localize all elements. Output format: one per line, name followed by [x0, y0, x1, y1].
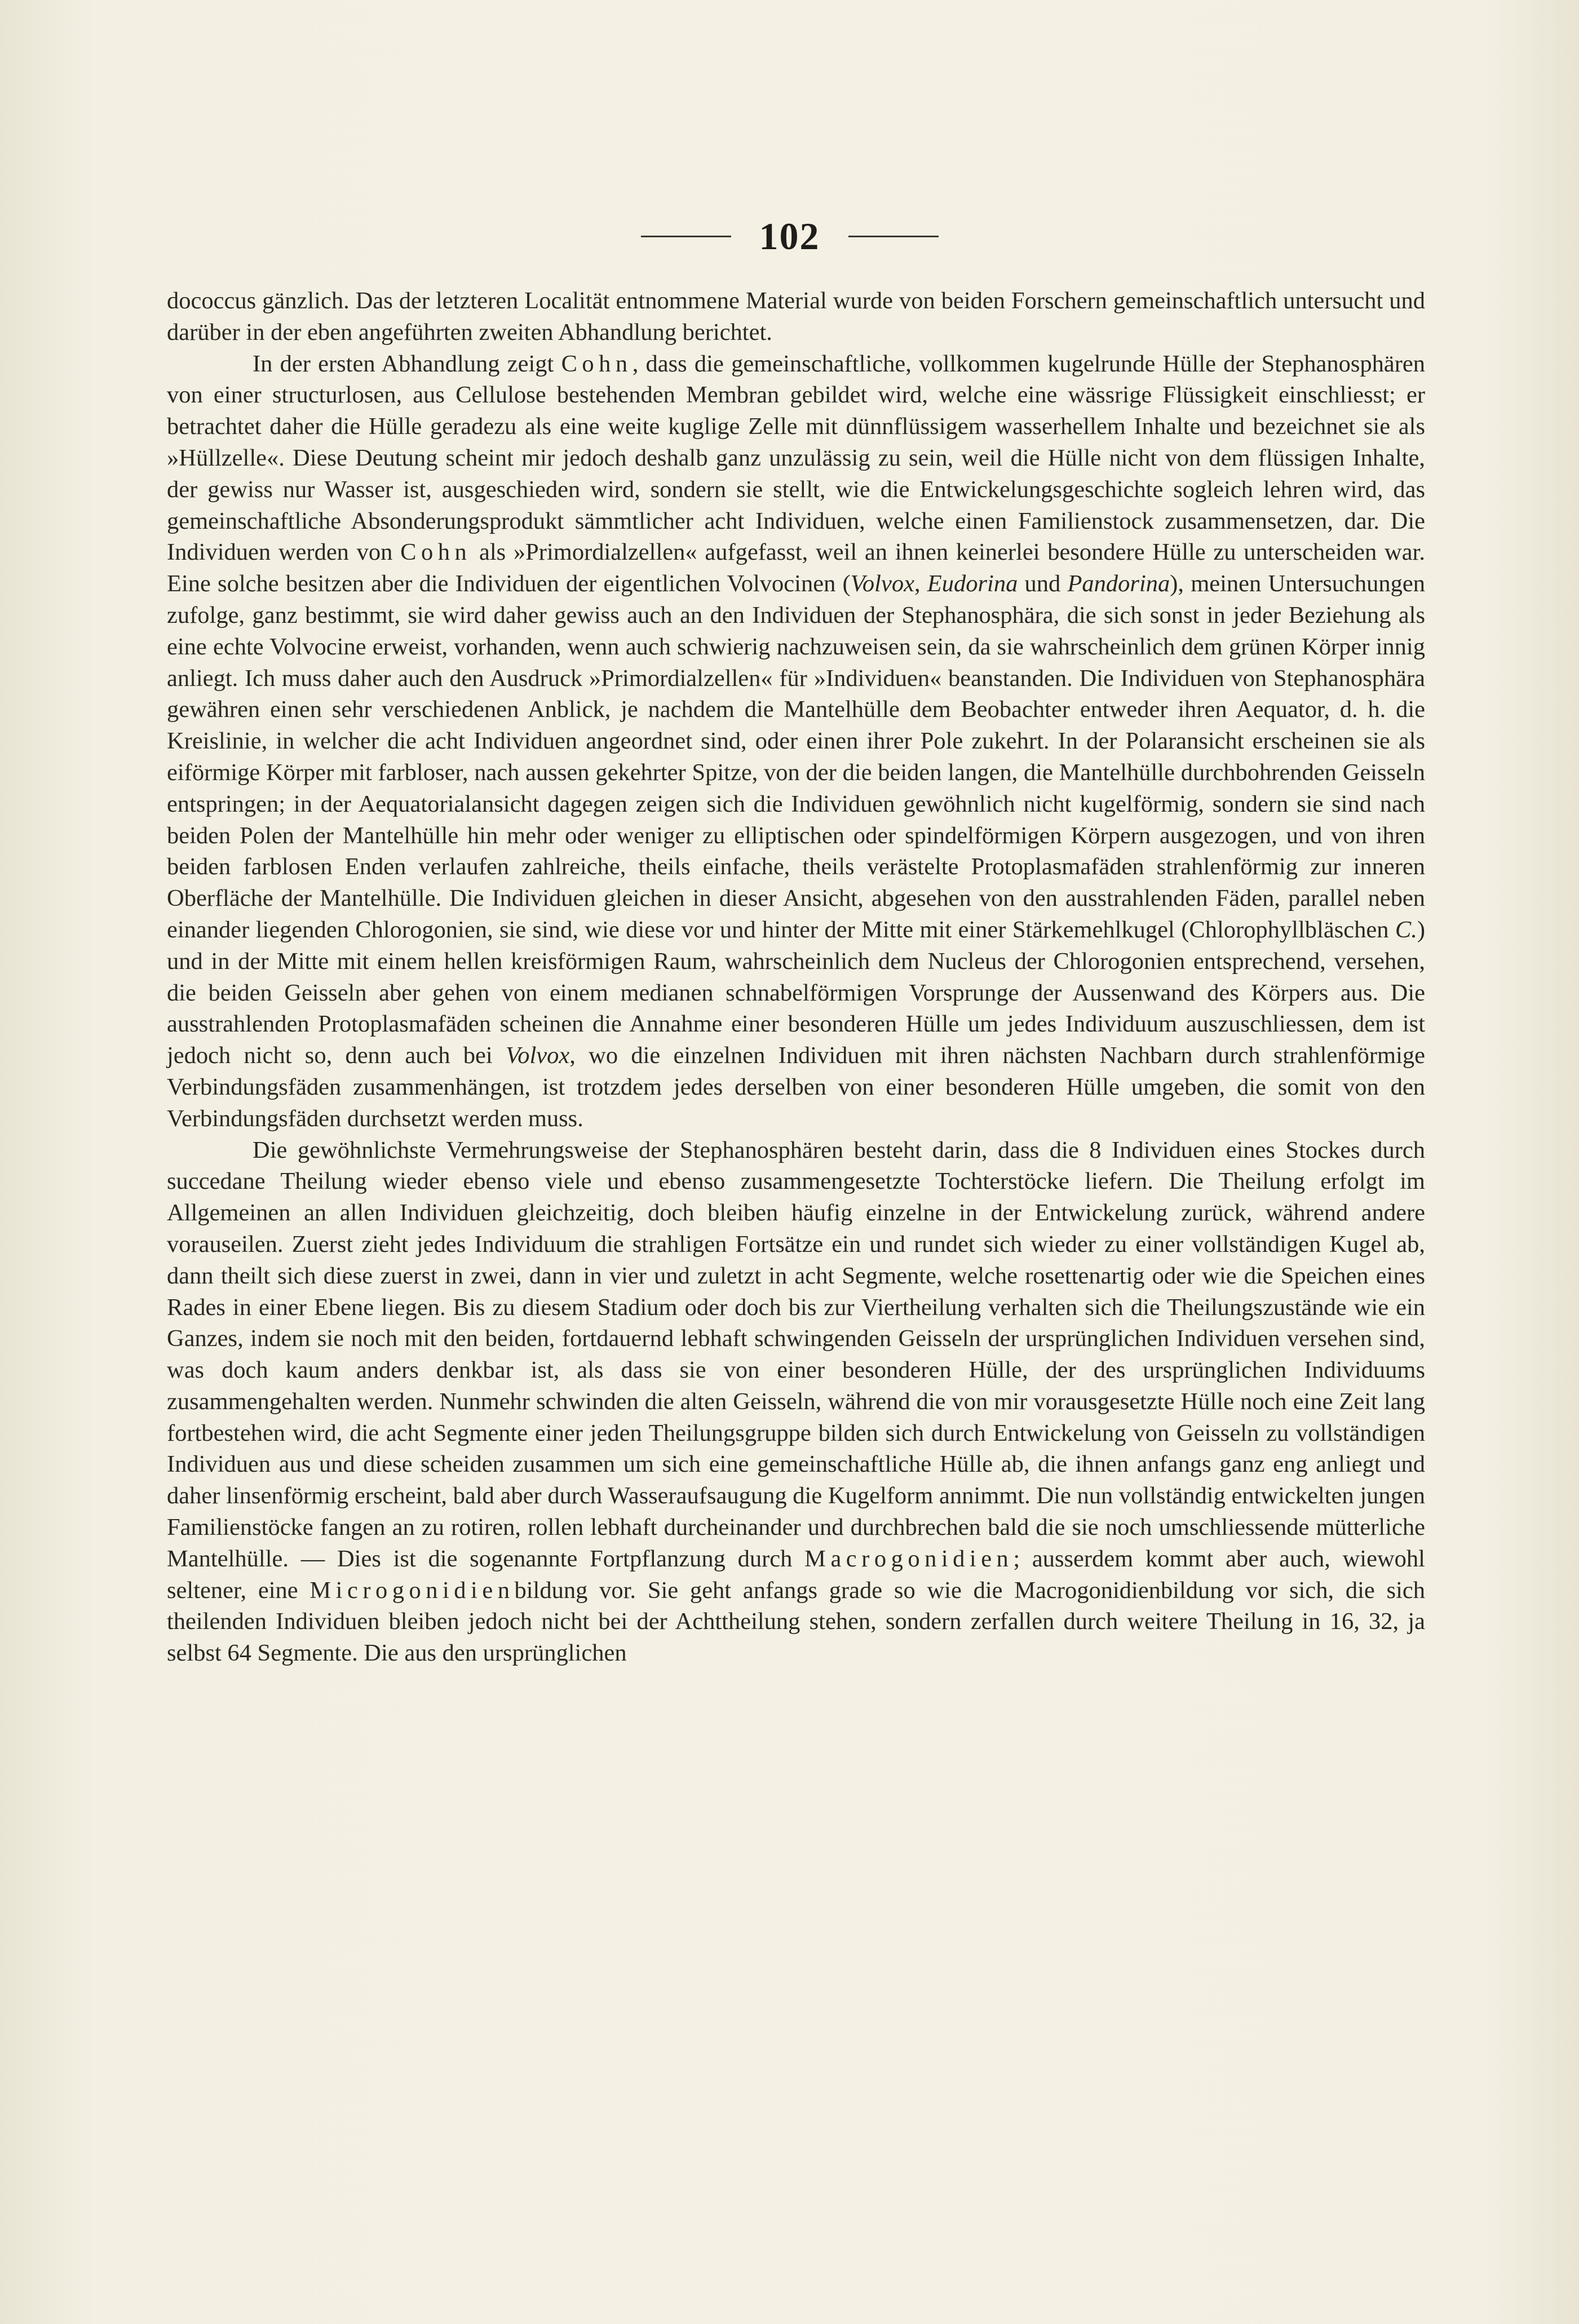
italic-term: Pandorina — [1067, 570, 1170, 597]
spaced-name: Cohn — [400, 539, 472, 566]
text-run: In der ersten Abhandlung zeigt — [253, 350, 561, 377]
text-run: ) und in der Mitte mit einem hellen kreisförmigen Raum, wahrscheinlich dem Nucleus der Chlorogonien entsprechend, versehen, die beiden Geisseln aber gehen von einem medianen schnabelförmigen Vorsprunge der Aussenwand des Körpers aus. Die ausstrahlenden Protoplasmafäden scheinen die Annahme einer besonderen Hülle um jedes Individuum auszuschliessen, dem ist jedoch nicht so, denn auch bei — [167, 916, 1425, 1069]
text-run: bildung vor. Sie geht anfangs grade so wie die Macrogonidienbildung vor sich, die sich theilenden Individuen bleiben jedoch nicht bei der Achttheilung stehen, sondern zerfallen durch weitere Theilung in 16, 32, ja selbst 64 Segmente. Die aus den ursprünglichen — [167, 1577, 1425, 1667]
italic-term: C. — [1395, 916, 1417, 943]
paragraph — [167, 1135, 1425, 1670]
header-rule-right — [848, 236, 939, 237]
italic-term: Eudorina — [927, 570, 1018, 597]
spaced-name: Cohn — [561, 350, 633, 377]
italic-term: Volvox — [505, 1042, 570, 1069]
page-header — [0, 214, 1579, 259]
header-rule-left — [641, 236, 731, 237]
spaced-name: Microgonidien — [309, 1577, 515, 1604]
text-run: , — [914, 570, 927, 597]
text-run: und — [1018, 570, 1068, 597]
paragraph — [167, 348, 1425, 1135]
text-run: ; ausserdem kommt aber auch, wiewohl seltener, eine — [167, 1545, 1425, 1604]
text-run: als »Primordialzellen« aufgefasst, weil an ihnen keinerlei besondere Hülle zu unterscheiden war. Eine solche besitzen aber die Individuen der eigentlichen Volvocinen ( — [167, 539, 1425, 597]
body-text — [167, 285, 1425, 1669]
page-number: 102 — [759, 215, 820, 258]
text-run: ), meinen Untersuchungen zufolge, ganz bestimmt, sie wird daher gewiss auch an den Individuen der Stephanosphära, die sich sonst in jeder Beziehung als eine echte Volvocine erweist, vorhanden, wenn auch schwierig nachzuweisen sein, da sie wahrscheinlich dem grünen Körper innig anliegt. Ich muss daher auch den Ausdruck »Primordialzellen« für »Individuen« beanstanden. Die Individuen von Stephanosphära gewähren einen sehr verschiedenen Anblick, je nachdem die Mantelhülle dem Beobachter entweder ihren Aequator, d. h. die Kreislinie, in welcher die acht Individuen angeordnet sind, oder einen ihrer Pole zukehrt. In der Polaransicht erscheinen sie als eiförmige Körper mit farbloser, nach aussen gekehrter Spitze, von der die beiden langen, die Mantelhülle durchbohrenden Geisseln entspringen; in der Aequatorialansicht dagegen zeigen sich die Individuen gewöhnlich nicht kugelförmig, sondern sie sind nach beiden Polen der Mantelhülle hin mehr oder weniger zu elliptischen oder spindelförmigen Körpern ausgezogen, und von ihren beiden farblosen Enden verlaufen zahlreiche, theils einfache, theils verästelte Protoplasmafäden strahlenförmig zur inneren Oberfläche der Mantelhülle. Die Individuen gleichen in dieser Ansicht, abgesehen von den ausstrahlenden Fäden, parallel neben einander liegenden Chlorogonien, sie sind, wie diese vor und hinter der Mitte mit einer Stärkemehlkugel (Chlorophyllbläschen — [167, 570, 1426, 943]
italic-term: Volvox — [850, 570, 914, 597]
spaced-name: Macrogonidien — [804, 1545, 1014, 1572]
text-run: Die gewöhnlichste Vermehrungsweise der Stephanosphären besteht darin, dass die 8 Individuen eines Stockes durch succedane Theilung wieder ebenso viele und ebenso zusammengesetzte Tochterstöcke liefern. Die Theilung erfolgt im Allgemeinen an allen Individuen gleichzeitig, doch bleiben häufig einzelne in der Entwickelung zurück, während andere vorauseilen. Zuerst zieht jedes Individuum die strahligen Fortsätze ein und rundet sich wieder zu einer vollständigen Kugel ab, dann theilt sich diese zuerst in zwei, dann in vier und zuletzt in acht Segmente, welche rosettenartig oder wie die Speichen eines Rades in einer Ebene liegen. Bis zu diesem Stadium oder doch bis zur Viertheilung verhalten sich die Theilungszustände wie ein Ganzes, indem sie noch mit den beiden, fortdauernd lebhaft schwingenden Geisseln der ursprünglichen Individuen versehen sind, was doch kaum anders denkbar ist, als dass sie von einer besonderen Hülle, der des ursprünglichen Individuums zusammengehalten werden. Nunmehr schwinden die alten Geisseln, während die von mir vorausgesetzte Hülle noch eine Zeit lang fortbestehen wird, die acht Segmente einer jeden Theilungsgruppe bilden sich durch Entwickelung von Geisseln zu vollständigen Individuen aus und diese scheiden zusammen um sich eine gemeinschaftliche Hülle ab, die ihnen anfangs ganz eng anliegt und daher linsenförmig erscheint, bald aber durch Wasseraufsaugung die Kugelform annimmt. Die nun vollständig entwickelten jungen Familienstöcke fangen an zu rotiren, rollen lebhaft durcheinander und durchbrechen bald die sie noch umschliessende mütterliche Mantelhülle. — Dies ist die sogenannte Fortpflanzung durch — [167, 1136, 1425, 1572]
text-run: , wo die einzelnen Individuen mit ihren nächsten Nachbarn durch strahlenförmige Verbindungsfäden zusammenhängen, ist trotzdem jedes derselben von einer besonderen Hülle umgeben, die somit von den Verbindungsfäden durchsetzt werden muss. — [167, 1042, 1425, 1132]
text-run: dococcus gänzlich. Das der letzteren Localität entnommene Material wurde von beiden Forschern gemeinschaftlich untersucht und darüber in der eben angeführten zweiten Abhandlung berichtet. — [167, 287, 1425, 346]
text-run: , dass die gemeinschaftliche, vollkommen kugelrunde Hülle der Stephanosphären von einer structurlosen, aus Cellulose bestehenden Membran gebildet wird, welche eine wässrige Flüssigkeit einschliesst; er betrachtet daher die Hülle geradezu als eine weite kuglige Zelle mit dünnflüssigem wasserhellem Inhalte und bezeichnet sie als »Hüllzelle«. Diese Deutung scheint mir jedoch deshalb ganz unzulässig zu sein, weil die Hülle nicht von dem flüssigen Inhalte, der gewiss nur Wasser ist, ausgeschieden wird, sondern sie stellt, wie die Entwickelungsgeschichte sogleich lehren wird, das gemeinschaftliche Absonderungsprodukt sämmtlicher acht Individuen, welche einen Familienstock zusammensetzen, dar. Die Individuen werden von — [167, 350, 1425, 566]
paragraph — [167, 285, 1425, 348]
